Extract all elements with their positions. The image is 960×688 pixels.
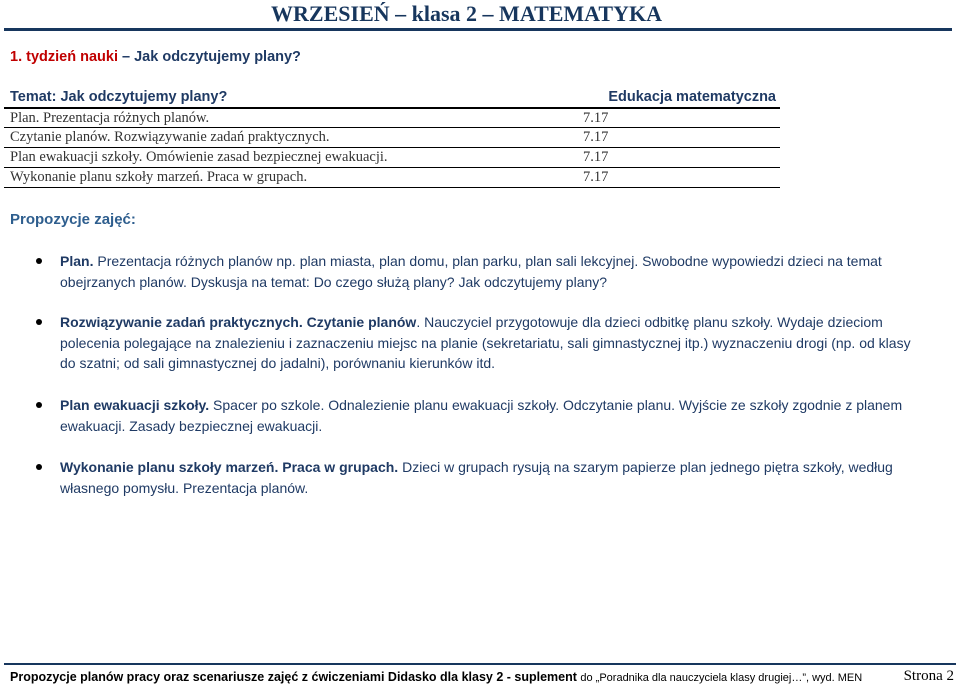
row-text: Plan ewakuacji szkoły. Omówienie zasad bezpiecznej ewakuacji. (10, 149, 388, 165)
table-row (4, 148, 780, 168)
bullet-icon (36, 402, 42, 408)
week-dash: – (117, 49, 135, 65)
row-text: Czytanie planów. Rozwiązywanie zadań praktycznych. (10, 129, 330, 145)
item-text: Spacer po szkole. Odnalezienie planu ewakuacji szkoły. Odczytanie planu. Wyjście ze szkoły zgodnie z planem (209, 397, 903, 413)
row-code: 7.17 (583, 110, 609, 126)
row-code: 7.17 (583, 129, 609, 145)
list-item (40, 251, 940, 292)
week-heading (10, 49, 301, 65)
week-number: 1. tydzień nauki (10, 49, 118, 65)
row-text: Wykonanie planu szkoły marzeń. Praca w grupach. (10, 169, 308, 185)
topic-table (4, 88, 780, 188)
footer-title: Propozycje planów pracy oraz scenariusze zajęć z ćwiczeniami Didasko dla klasy 2 (10, 670, 504, 684)
row-text: Plan. Prezentacja różnych planów. (10, 110, 210, 126)
row-code: 7.17 (583, 149, 609, 165)
item-text: . Nauczyciel przygotowuje dla dzieci odbitkę planu szkoły. Wydaje dzieciom (416, 314, 883, 330)
bullet-icon (36, 258, 42, 264)
footer-separator: - suplement (503, 670, 581, 684)
table-row (4, 108, 780, 128)
item-bold: Plan. (60, 253, 94, 269)
list-item (40, 395, 940, 436)
table-header-row (4, 88, 780, 108)
table-row (4, 128, 780, 148)
item-bold: Plan ewakuacji szkoły. (60, 397, 210, 413)
list-item (40, 312, 940, 374)
row-code: 7.17 (583, 169, 609, 185)
item-text: polecenia polegające na znalezieniu i zaznaczeniu miejsc na planie (sekretariatu, sali gimnastycznej itp.) wyznaczeniu drogi (np. od klasy (60, 334, 911, 351)
item-text: własnego pomysłu. Prezentacja planów. (60, 479, 309, 496)
item-text: Prezentacja różnych planów np. plan miasta, plan domu, plan parku, plan sali lekcyjnej. Swobodne wypowiedzi dzieci na temat (93, 253, 882, 269)
bullet-icon (36, 319, 42, 325)
item-text: do szatni; od sali gimnastycznej do jadalni), porównaniu kierunków itd. (60, 355, 496, 371)
footer-divider (4, 663, 956, 665)
item-bold: Rozwiązywanie zadań praktycznych. Czytanie planów (60, 314, 417, 330)
item-text: obejrzanych planów. Dyskusja na temat: Do czego służą plany? Jak odczytujemy plany? (60, 273, 608, 290)
item-text: ewakuacji. Zasady bezpiecznej ewakuacji. (60, 417, 323, 434)
page-title: WRZESIEŃ – klasa 2 – MATEMATYKA (271, 1, 662, 26)
subject-label: Edukacja matematyczna (608, 89, 776, 105)
week-topic: Jak odczytujemy plany? (134, 49, 301, 65)
proposals-heading: Propozycje zajęć: (10, 211, 136, 228)
item-text: Dzieci w grupach rysują na szarym papierze plan jednego piętra szkoły, według (398, 459, 893, 475)
footer (10, 668, 956, 687)
topic-label: Temat: Jak odczytujemy plany? (10, 89, 228, 105)
footer-source: do „Poradnika dla nauczyciela klasy drugiej…”, wyd. MEN (580, 672, 863, 684)
bullet-icon (36, 464, 42, 470)
list-item (40, 457, 940, 498)
item-bold: Wykonanie planu szkoły marzeń. Praca w grupach. (60, 459, 399, 475)
page-number: Strona 2 (903, 668, 954, 684)
table-row (4, 168, 780, 188)
header-divider (4, 28, 952, 31)
